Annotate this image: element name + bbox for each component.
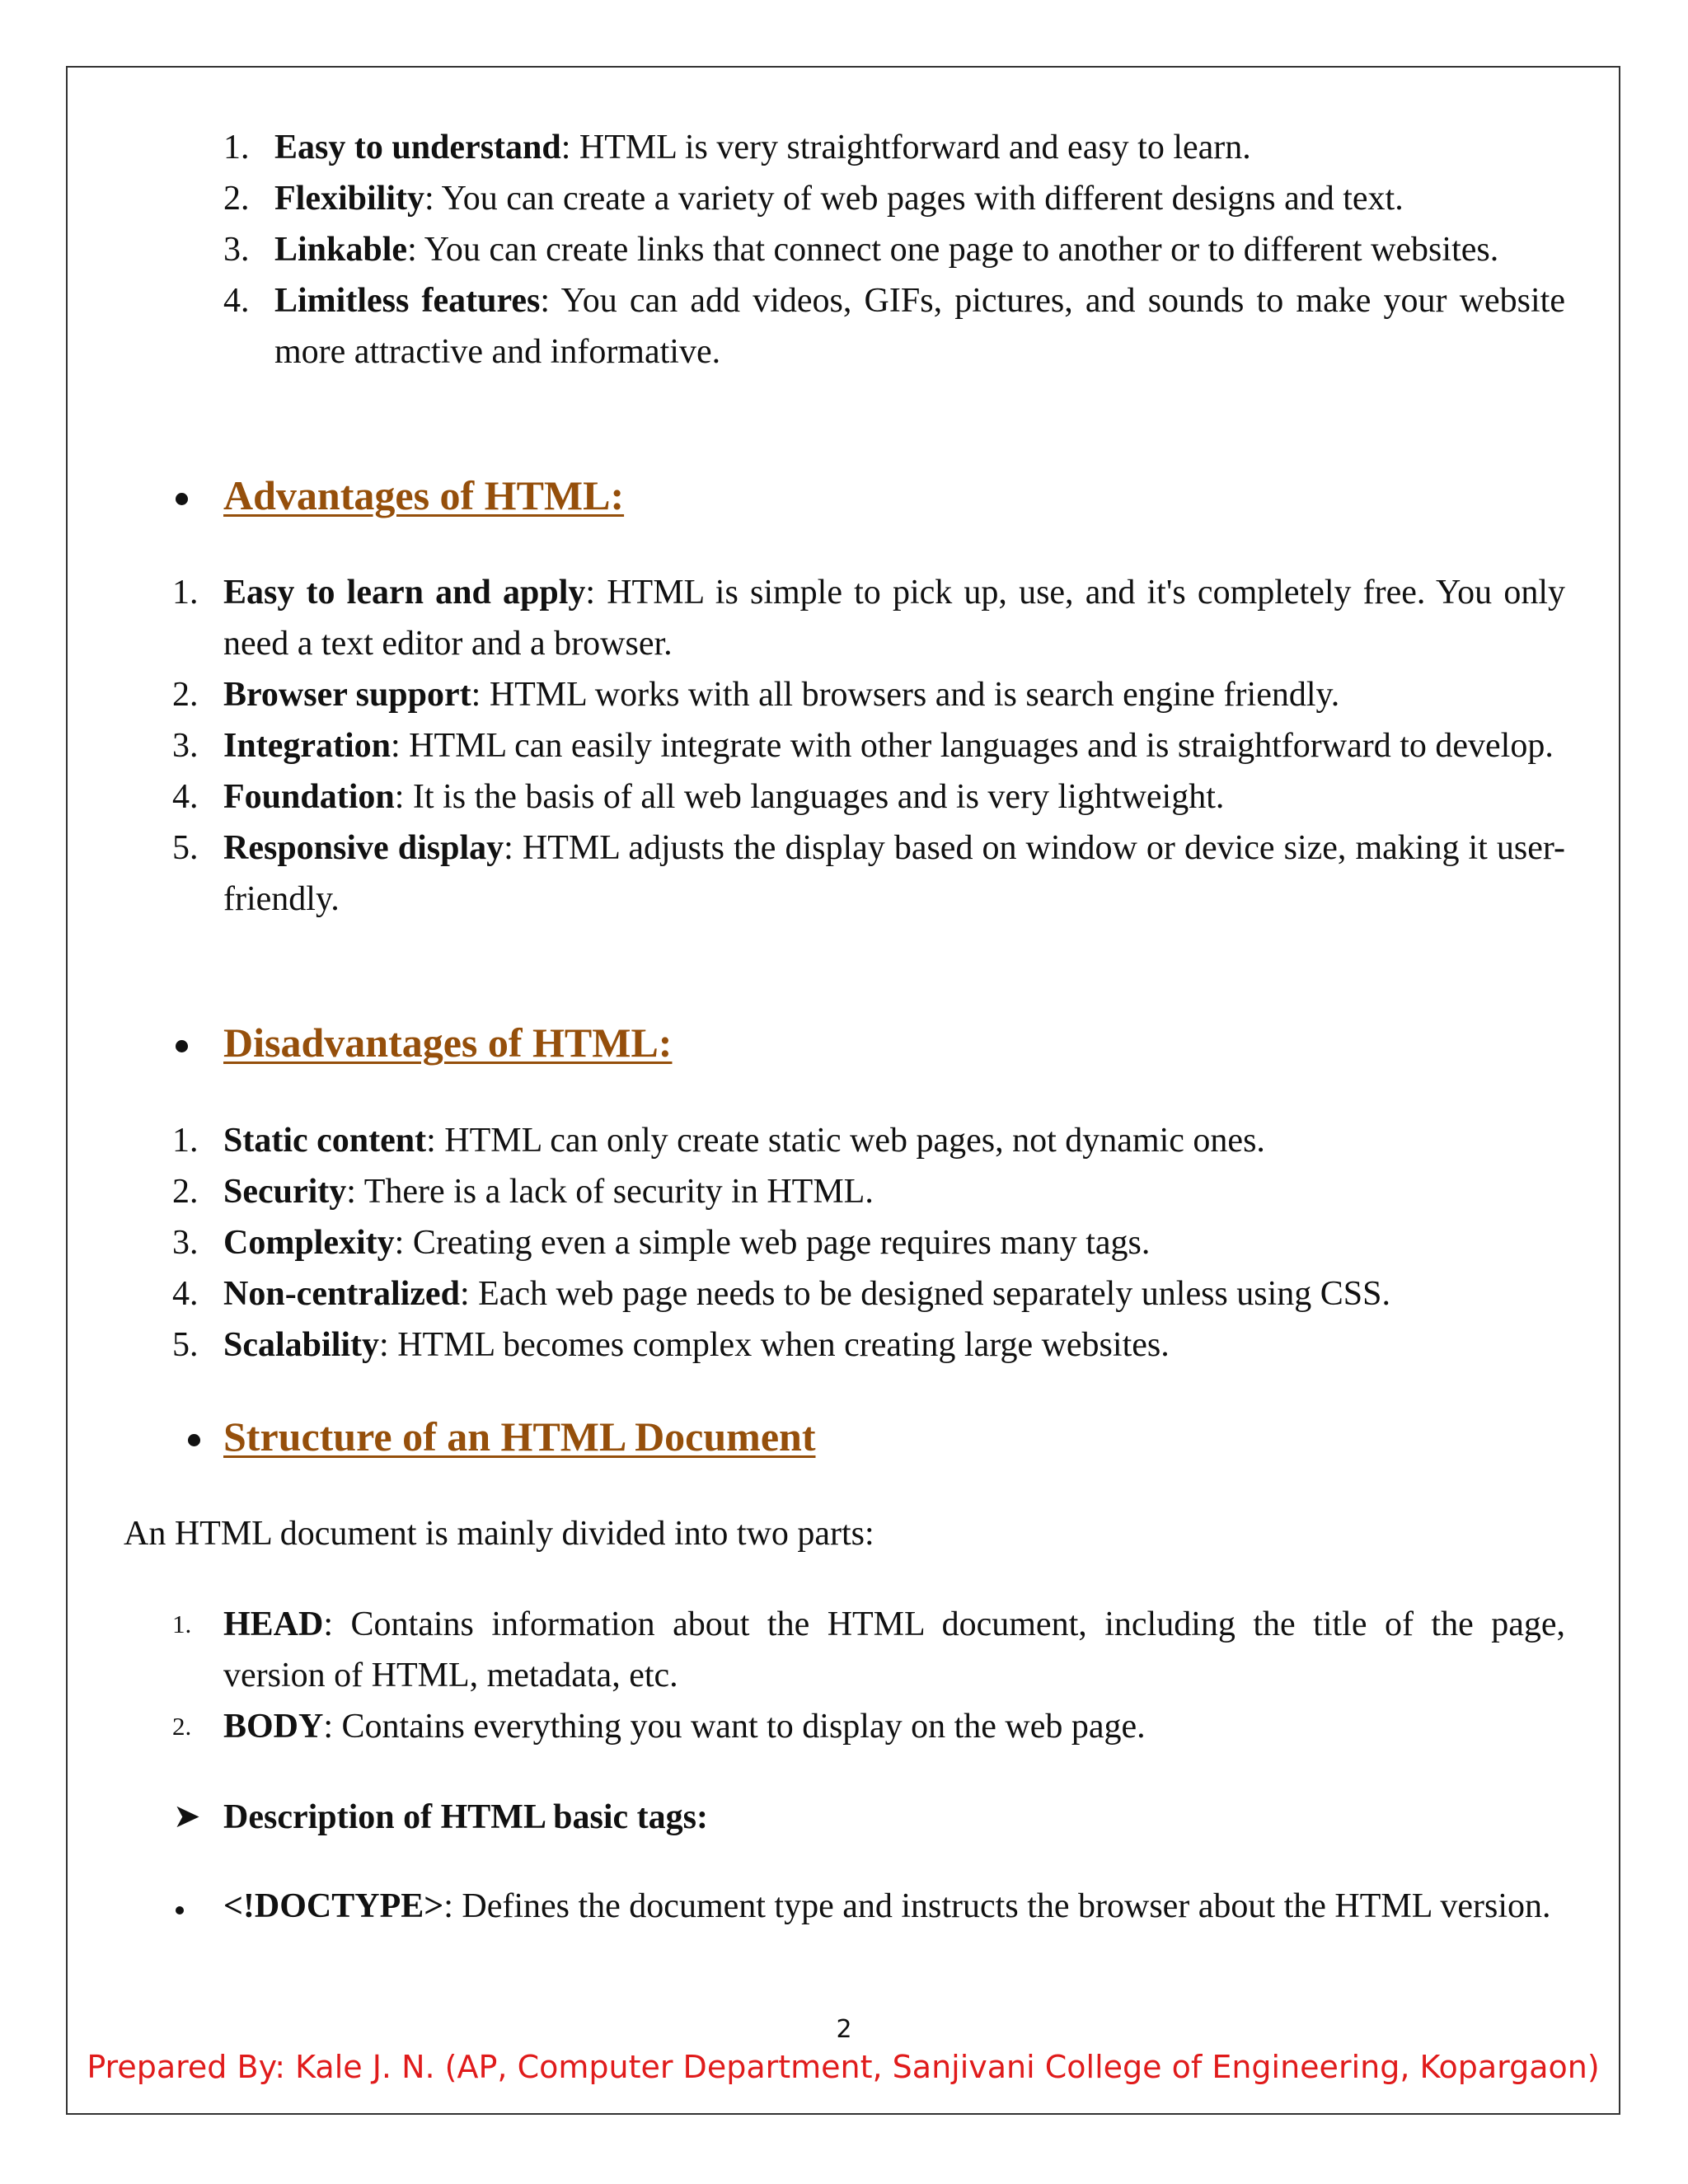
disadvantages-heading: Disadvantages of HTML: [223,1019,673,1066]
list-text: : HTML becomes complex when creating large websites. [379,1326,1170,1364]
list-text: : HTML is very straightforward and easy to learn. [560,129,1251,166]
list-item [223,275,1565,377]
list-text: : Each web page needs to be designed separately unless using CSS. [459,1275,1391,1313]
list-text: : You can add videos, GIFs, pictures, and sounds to make your website more attractive and informative. [274,282,1565,371]
list-text: : HTML can only create static web pages, not dynamic ones. [426,1122,1265,1160]
list-term: Limitless features [274,282,541,320]
list-number: 1. [172,1610,192,1638]
arrow-bullet-icon: ➤ [173,1797,201,1835]
list-number: 3. [172,1224,199,1262]
list-number: 2. [172,676,199,714]
list-number: 3. [223,231,250,269]
features-list [223,122,1565,377]
list-item [172,1599,1565,1701]
list-item [172,1217,1565,1268]
list-term: Security [223,1173,347,1211]
list-number: 1. [172,574,199,612]
list-term: Integration [223,727,391,765]
bullet-icon [176,493,188,505]
page-number: 2 [836,2015,852,2044]
list-number: 5. [172,829,199,867]
list-item [172,1701,1565,1752]
list-text: : Creating even a simple web page requires many tags. [394,1224,1151,1262]
list-term: Responsive display [223,829,504,867]
list-number: 1. [223,129,250,166]
list-term: Static content [223,1122,427,1160]
list-text: : HTML adjusts the display based on window or device size, making it user-friendly. [223,829,1566,918]
list-term: Easy to learn and apply [223,574,586,612]
bullet-icon [176,1040,188,1052]
list-term: HEAD [223,1605,324,1643]
list-term: Complexity [223,1224,395,1262]
list-text: : HTML can easily integrate with other languages and is straightforward to develop. [391,727,1554,765]
list-text: : Defines the document type and instructs the browser about the HTML version. [443,1887,1551,1925]
structure-intro: An HTML document is mainly divided into two parts: [124,1515,874,1553]
list-item [172,567,1565,669]
list-term: Scalability [223,1326,380,1364]
disadvantages-list [172,1115,1565,1371]
list-number: 1. [172,1122,199,1160]
footer-credit: Prepared By: Kale J. N. (AP, Computer Department, Sanjivani College of Engineering, Kopargaon) [87,2049,1600,2085]
list-number: 3. [172,727,199,765]
list-term: Easy to understand [274,129,561,166]
list-text: : HTML is simple to pick up, use, and it's completely free. You only need a text editor and a browser. [223,574,1565,663]
list-number: 4. [172,778,199,816]
structure-list [172,1599,1565,1752]
list-number: 2. [172,1712,192,1741]
list-item [172,720,1565,771]
list-item [223,1881,1565,1932]
list-text: : There is a lack of security in HTML. [346,1173,874,1211]
list-term: Foundation [223,778,395,816]
list-term: Linkable [274,231,408,269]
list-term: BODY [223,1708,324,1746]
structure-heading: Structure of an HTML Document [223,1413,816,1460]
bullet-icon [176,1906,184,1915]
list-text: : Contains information about the HTML document, including the title of the page, version of HTML, metadata, etc. [223,1605,1565,1694]
list-item [223,224,1565,275]
list-item [172,1115,1565,1166]
list-number: 4. [172,1275,199,1313]
list-item [172,771,1565,823]
basic-tags-list [223,1881,1565,1932]
list-text: : You can create links that connect one page to another or to different websites. [407,231,1499,269]
list-item [172,1268,1565,1319]
bullet-icon [188,1434,200,1446]
list-number: 4. [223,282,250,320]
advantages-list [172,567,1566,925]
list-number: 2. [172,1173,199,1211]
list-item [172,1319,1565,1371]
list-term: Browser support [223,676,471,714]
list-item [172,669,1565,720]
list-text: : Contains everything you want to display on the web page. [323,1708,1146,1746]
list-text: : You can create a variety of web pages with different designs and text. [424,180,1404,218]
list-text: : It is the basis of all web languages and is very lightweight. [394,778,1225,816]
list-item [223,122,1565,173]
list-item [172,1166,1565,1217]
list-term: <!DOCTYPE> [223,1887,444,1925]
list-item [223,173,1565,224]
list-number: 5. [172,1326,199,1364]
list-term: Non-centralized [223,1275,460,1313]
list-item [172,823,1566,925]
basic-tags-heading: Description of HTML basic tags: [223,1798,708,1836]
advantages-heading: Advantages of HTML: [223,472,625,518]
list-number: 2. [223,180,250,218]
list-text: : HTML works with all browsers and is search engine friendly. [471,676,1340,714]
list-term: Flexibility [274,180,424,218]
